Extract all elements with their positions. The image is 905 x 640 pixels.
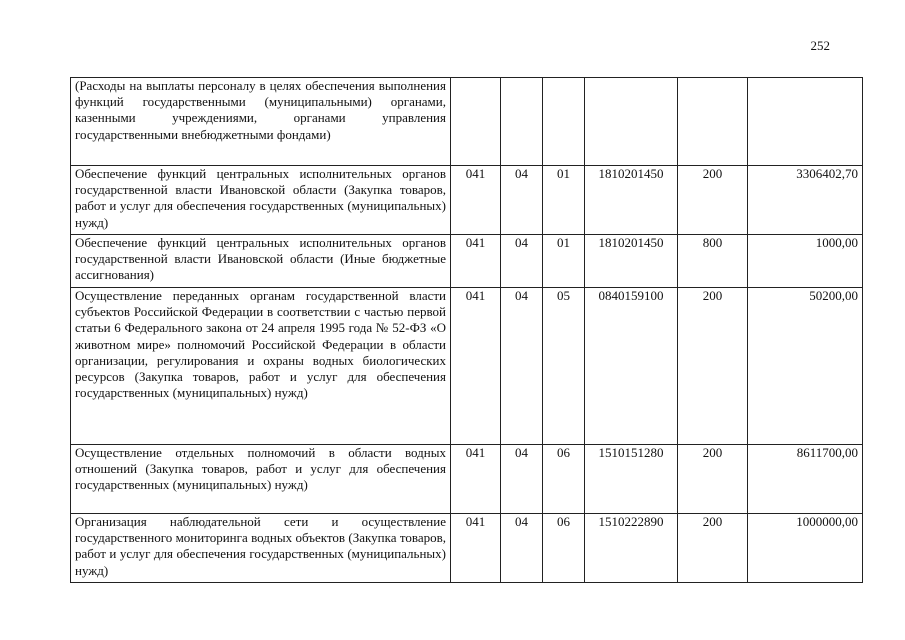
- amount: 8611700,00: [748, 445, 863, 514]
- row-description: (Расходы на выплаты персоналу в целях обеспечения выполнения функций государственными (муниципальными) органами, казенными учреждениями, органами управления государственными внебюджетными фондами): [71, 78, 451, 166]
- target-item-code: 1510222890: [585, 514, 678, 583]
- amount: 3306402,70: [748, 166, 863, 235]
- subsection-code: 05: [543, 288, 585, 445]
- subsection-code: 01: [543, 235, 585, 288]
- page-number: 252: [810, 38, 830, 53]
- target-item-code: 1810201450: [585, 166, 678, 235]
- row-description: Осуществление отдельных полномочий в области водных отношений (Закупка товаров, работ и услуг для обеспечения государственных (муниципальных) нужд): [71, 445, 451, 514]
- section-code: 04: [501, 166, 543, 235]
- section-code: 04: [501, 445, 543, 514]
- amount: [748, 78, 863, 166]
- table-row: [71, 235, 863, 288]
- subsection-code: 01: [543, 166, 585, 235]
- section-code: 04: [501, 514, 543, 583]
- subsection-code: 06: [543, 514, 585, 583]
- expense-type-code: [678, 78, 748, 166]
- row-description: Осуществление переданных органам государственной власти субъектов Российской Федерации в соответствии с частью первой статьи 6 Федерального закона от 24 апреля 1995 года № 52-ФЗ «О животном мире» полномочий Российской Федерации в области организации, регулирования и охраны водных биологических ресурсов (Закупка товаров, работ и услуг для обеспечения государственных (муниципальных) нужд): [71, 288, 451, 445]
- subsection-code: 06: [543, 445, 585, 514]
- ministry-code: 041: [451, 288, 501, 445]
- subsection-code: [543, 78, 585, 166]
- row-description: Обеспечение функций центральных исполнительных органов государственной власти Ивановской области (Закупка товаров, работ и услуг для обеспечения государственных (муниципальных) нужд): [71, 166, 451, 235]
- row-description: Организация наблюдательной сети и осуществление государственного мониторинга водных объектов (Закупка товаров, работ и услуг для обеспечения государственных (муниципальных) нужд): [71, 514, 451, 583]
- target-item-code: 0840159100: [585, 288, 678, 445]
- table-row: [71, 166, 863, 235]
- target-item-code: 1810201450: [585, 235, 678, 288]
- table-row: [71, 288, 863, 445]
- section-code: [501, 78, 543, 166]
- expense-type-code: 200: [678, 288, 748, 445]
- section-code: 04: [501, 235, 543, 288]
- row-description: Обеспечение функций центральных исполнительных органов государственной власти Ивановской области (Иные бюджетные ассигнования): [71, 235, 451, 288]
- table-row: [71, 78, 863, 166]
- table-row: [71, 445, 863, 514]
- expense-type-code: 200: [678, 166, 748, 235]
- amount: 1000000,00: [748, 514, 863, 583]
- amount: 1000,00: [748, 235, 863, 288]
- expense-type-code: 200: [678, 445, 748, 514]
- expense-type-code: 800: [678, 235, 748, 288]
- amount: 50200,00: [748, 288, 863, 445]
- ministry-code: 041: [451, 445, 501, 514]
- target-item-code: 1510151280: [585, 445, 678, 514]
- expense-type-code: 200: [678, 514, 748, 583]
- target-item-code: [585, 78, 678, 166]
- ministry-code: 041: [451, 514, 501, 583]
- table-row: [71, 514, 863, 583]
- section-code: 04: [501, 288, 543, 445]
- ministry-code: 041: [451, 235, 501, 288]
- ministry-code: 041: [451, 166, 501, 235]
- budget-table: [70, 77, 863, 583]
- ministry-code: [451, 78, 501, 166]
